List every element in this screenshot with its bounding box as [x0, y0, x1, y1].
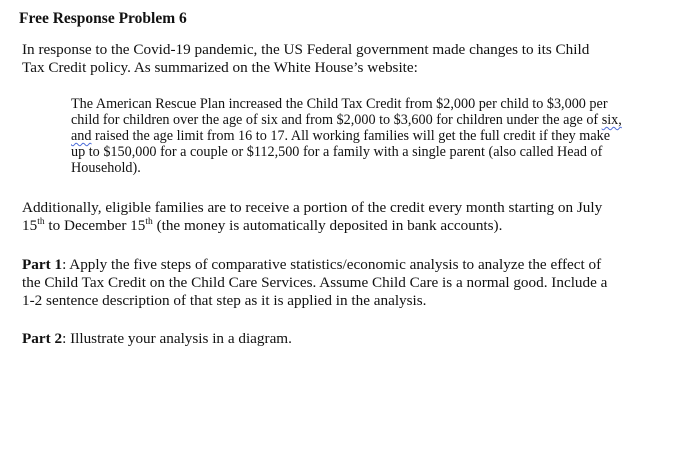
additional-line-1: Additionally, eligible families are to receive a portion of the credit every month starting on July	[22, 199, 603, 216]
part1-line-2: the Child Tax Credit on the Child Care Services. Assume Child Care is a normal good. Include a	[22, 274, 608, 291]
ordinal-suffix: th	[37, 217, 45, 227]
date-december-text: to December 15	[44, 217, 146, 234]
quote-line-3-text: raised the age limit from 16 to 17. All working families will get the full credit if they make	[91, 128, 611, 144]
spellcheck-flag: six,	[601, 112, 622, 128]
part2-text: : Illustrate your analysis in a diagram.	[62, 330, 292, 347]
quote-line-4: up to $150,000 for a couple or $112,500 for a family with a single parent (also called Head of	[71, 144, 603, 160]
part2-line	[22, 330, 292, 347]
part2-label: Part 2	[22, 330, 63, 347]
additional-line-2-tail: (the money is automatically deposited in bank accounts).	[152, 217, 503, 234]
quote-line-2	[71, 113, 622, 128]
part1-label: Part 1	[22, 256, 63, 273]
ordinal-suffix: th	[145, 217, 153, 227]
part1-line-1	[22, 256, 601, 273]
quote-line-3	[71, 129, 610, 144]
additional-line-2	[22, 217, 502, 234]
problem-title: Free Response Problem 6	[19, 10, 187, 27]
part1-line-3: 1-2 sentence description of that step as it is applied in the analysis.	[22, 292, 427, 309]
intro-line-2: Tax Credit policy. As summarized on the White House’s website:	[22, 59, 418, 76]
intro-line-1: In response to the Covid-19 pandemic, the US Federal government made changes to its Child	[22, 41, 590, 58]
quote-line-2-text: child for children over the age of six and from $2,000 to $3,600 for children under the age of	[71, 112, 602, 128]
spellcheck-flag: and	[71, 128, 92, 144]
date-july-day: 15	[22, 217, 38, 234]
quote-line-1: The American Rescue Plan increased the Child Tax Credit from $2,000 per child to $3,000 per	[71, 96, 608, 112]
part1-text: : Apply the five steps of comparative statistics/economic analysis to analyze the effect of	[62, 256, 602, 273]
quote-line-5: Household).	[71, 160, 141, 176]
